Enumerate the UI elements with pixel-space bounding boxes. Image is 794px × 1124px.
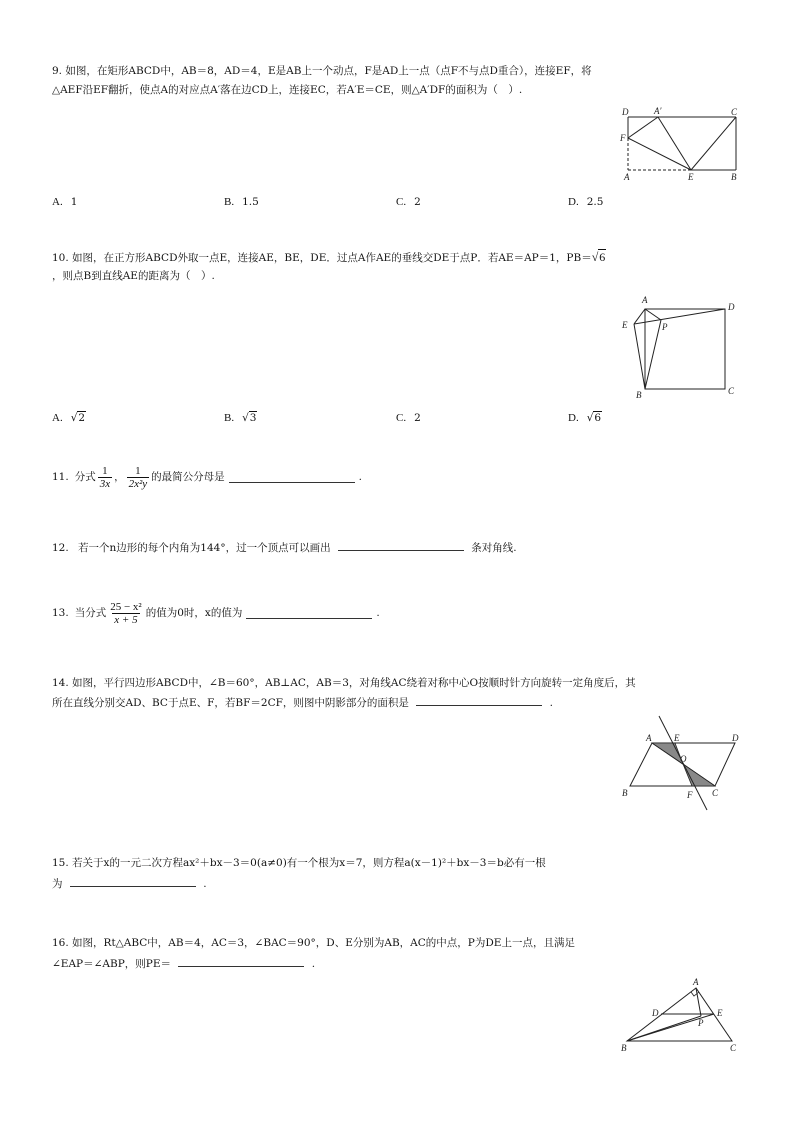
q10-label-B: B: [636, 390, 642, 400]
q10-option-c[interactable]: C. 2: [396, 412, 421, 424]
q14-number: 14.: [52, 677, 69, 689]
q12-text: 若一个n边形的每个内角为144°，过一个顶点可以画出: [78, 542, 331, 554]
q12-line: [52, 540, 517, 555]
q15-line2: 为 .: [52, 878, 207, 890]
q15-stem-line2: 为: [52, 878, 63, 890]
q14-answer-blank[interactable]: [416, 695, 542, 706]
q11-fraction-1: $\frac{1}{3x}$: [99, 464, 111, 490]
q16-figure: [612, 976, 747, 1056]
q10-label-C: C: [728, 386, 735, 396]
q9-label-F: F: [620, 133, 626, 143]
q10-sqrt: √6: [591, 250, 606, 264]
q9-option-c[interactable]: C. 2: [396, 196, 421, 208]
q16-number: 16.: [52, 937, 69, 949]
q14-label-A: A: [646, 733, 652, 743]
q16-stem-line2: ∠EAP＝∠ABP，则PE＝: [52, 958, 172, 970]
q15-stem-line1: 若关于x的一元二次方程ax²＋bx－3＝0(a≠0)有一个根为x＝7，则方程a(x－1)²＋bx－3＝b必有一根: [72, 857, 546, 869]
q10-line1: [52, 250, 606, 265]
q13-fraction: $\frac{\text{25 − x²}}{x + 5}$: [110, 600, 142, 626]
q13-suffix: 的值为0时，x的值为: [145, 607, 243, 619]
q10-option-d[interactable]: D. √6: [568, 412, 602, 424]
q9-label-D: D: [622, 107, 629, 117]
q10-label-P: P: [662, 322, 668, 332]
q16-label-C: C: [730, 1043, 737, 1053]
q10-option-b[interactable]: B. √3: [224, 412, 257, 424]
q10-label-D: D: [728, 302, 735, 312]
q11-answer-blank[interactable]: [229, 472, 355, 483]
q14-label-F: F: [687, 790, 693, 800]
q13-number: 13.: [52, 607, 69, 619]
q9-option-d[interactable]: D. 2.5: [568, 196, 604, 208]
q11-fraction-2: $\frac{1}{\text{2x²y}}$: [128, 464, 148, 490]
q11-number: 11.: [52, 471, 69, 483]
q16-label-P: P: [698, 1018, 704, 1028]
q14-line2: 所在直线分别交AD、BC于点E、F，若BF＝2CF，则图中阴影部分的面积是 .: [52, 697, 553, 709]
q9-label-A1: A′: [654, 106, 662, 116]
q16-label-A: A: [693, 977, 699, 987]
q9-label-B: B: [731, 172, 737, 182]
q10-number: 10.: [52, 252, 69, 264]
q12-number: 12.: [52, 542, 69, 554]
q11-suffix: 的最简公分母是: [151, 471, 225, 483]
q13-answer-blank[interactable]: [246, 608, 372, 619]
q9-line1: [52, 64, 592, 78]
q9-number: 9.: [52, 65, 63, 77]
q14-label-E: E: [674, 733, 680, 743]
q9-stem-line2: △AEF沿EF翻折，使点A的对应点A′落在边CD上，连接EC，若A′E＝CE，则△A′DF的面积为（ ）.: [52, 84, 523, 96]
q13-line: 13. 当分式 $\frac{\text{25 − x²}}{x + 5}$ 的值为0时，x的值为 .: [52, 598, 380, 628]
q9-option-b[interactable]: B. 1.5: [224, 196, 259, 208]
q10-label-A: A: [642, 295, 648, 305]
q10-stem-line1: 如图，在正方形ABCD外取一点E，连接AE，BE，DE．过点A作AE的垂线交DE于点P．若AE＝AP＝1，PB＝: [72, 252, 592, 264]
q14-label-D: D: [732, 733, 739, 743]
q11-line: 11. 分式 $\frac{1}{3x}$ ， $\frac{1}{\text{2x²y}}$ 的最简公分母是 .: [52, 462, 362, 492]
q9-label-A: A: [624, 172, 630, 182]
q16-label-D: D: [652, 1008, 659, 1018]
q16-line1: [52, 936, 575, 950]
q15-number: 15.: [52, 857, 69, 869]
q10-label-E: E: [622, 320, 628, 330]
q14-label-B: B: [622, 788, 628, 798]
q10-option-a[interactable]: A. √2: [52, 412, 86, 424]
q13-prefix: 当分式: [74, 607, 107, 619]
q12-suffix: 条对角线.: [471, 542, 517, 554]
q9-line2: [52, 83, 522, 97]
q10-stem-line2: ，则点B到直线AE的距离为（ ）.: [52, 270, 215, 282]
q16-label-B: B: [621, 1043, 627, 1053]
q14-label-C: C: [712, 788, 719, 798]
q14-line1: [52, 676, 636, 690]
q10-figure: [612, 290, 747, 402]
q15-answer-blank[interactable]: [70, 876, 196, 887]
q14-figure: [612, 712, 747, 812]
q9-label-C: C: [731, 107, 738, 117]
q9-option-a[interactable]: A. 1: [52, 196, 78, 208]
q15-line1: [52, 856, 546, 870]
q16-answer-blank[interactable]: [178, 956, 304, 967]
q16-label-E: E: [717, 1008, 723, 1018]
q14-label-O: O: [680, 754, 687, 764]
q12-answer-blank[interactable]: [338, 540, 464, 551]
q16-stem-line1: 如图，Rt△ABC中，AB＝4，AC＝3，∠BAC＝90°，D、E分别为AB，AC的中点，P为DE上一点，且满足: [72, 937, 575, 949]
q10-line2: [52, 269, 215, 283]
q9-figure: [612, 104, 742, 184]
q14-stem-line1: 如图，平行四边形ABCD中，∠B＝60°，AB⊥AC，AB＝3，对角线AC绕着对称中心O按顺时针方向旋转一定角度后，其: [72, 677, 636, 689]
q9-stem-line1: 如图，在矩形ABCD中，AB＝8，AD＝4，E是AB上一个动点，F是AD上一点（点F不与点D重合），连接EF，将: [65, 65, 592, 77]
q16-line2: ∠EAP＝∠ABP，则PE＝ .: [52, 958, 316, 970]
q14-stem-line2: 所在直线分别交AD、BC于点E、F，若BF＝2CF，则图中阴影部分的面积是: [52, 697, 409, 709]
q9-label-E: E: [688, 172, 694, 182]
q11-prefix: 分式: [74, 471, 96, 483]
